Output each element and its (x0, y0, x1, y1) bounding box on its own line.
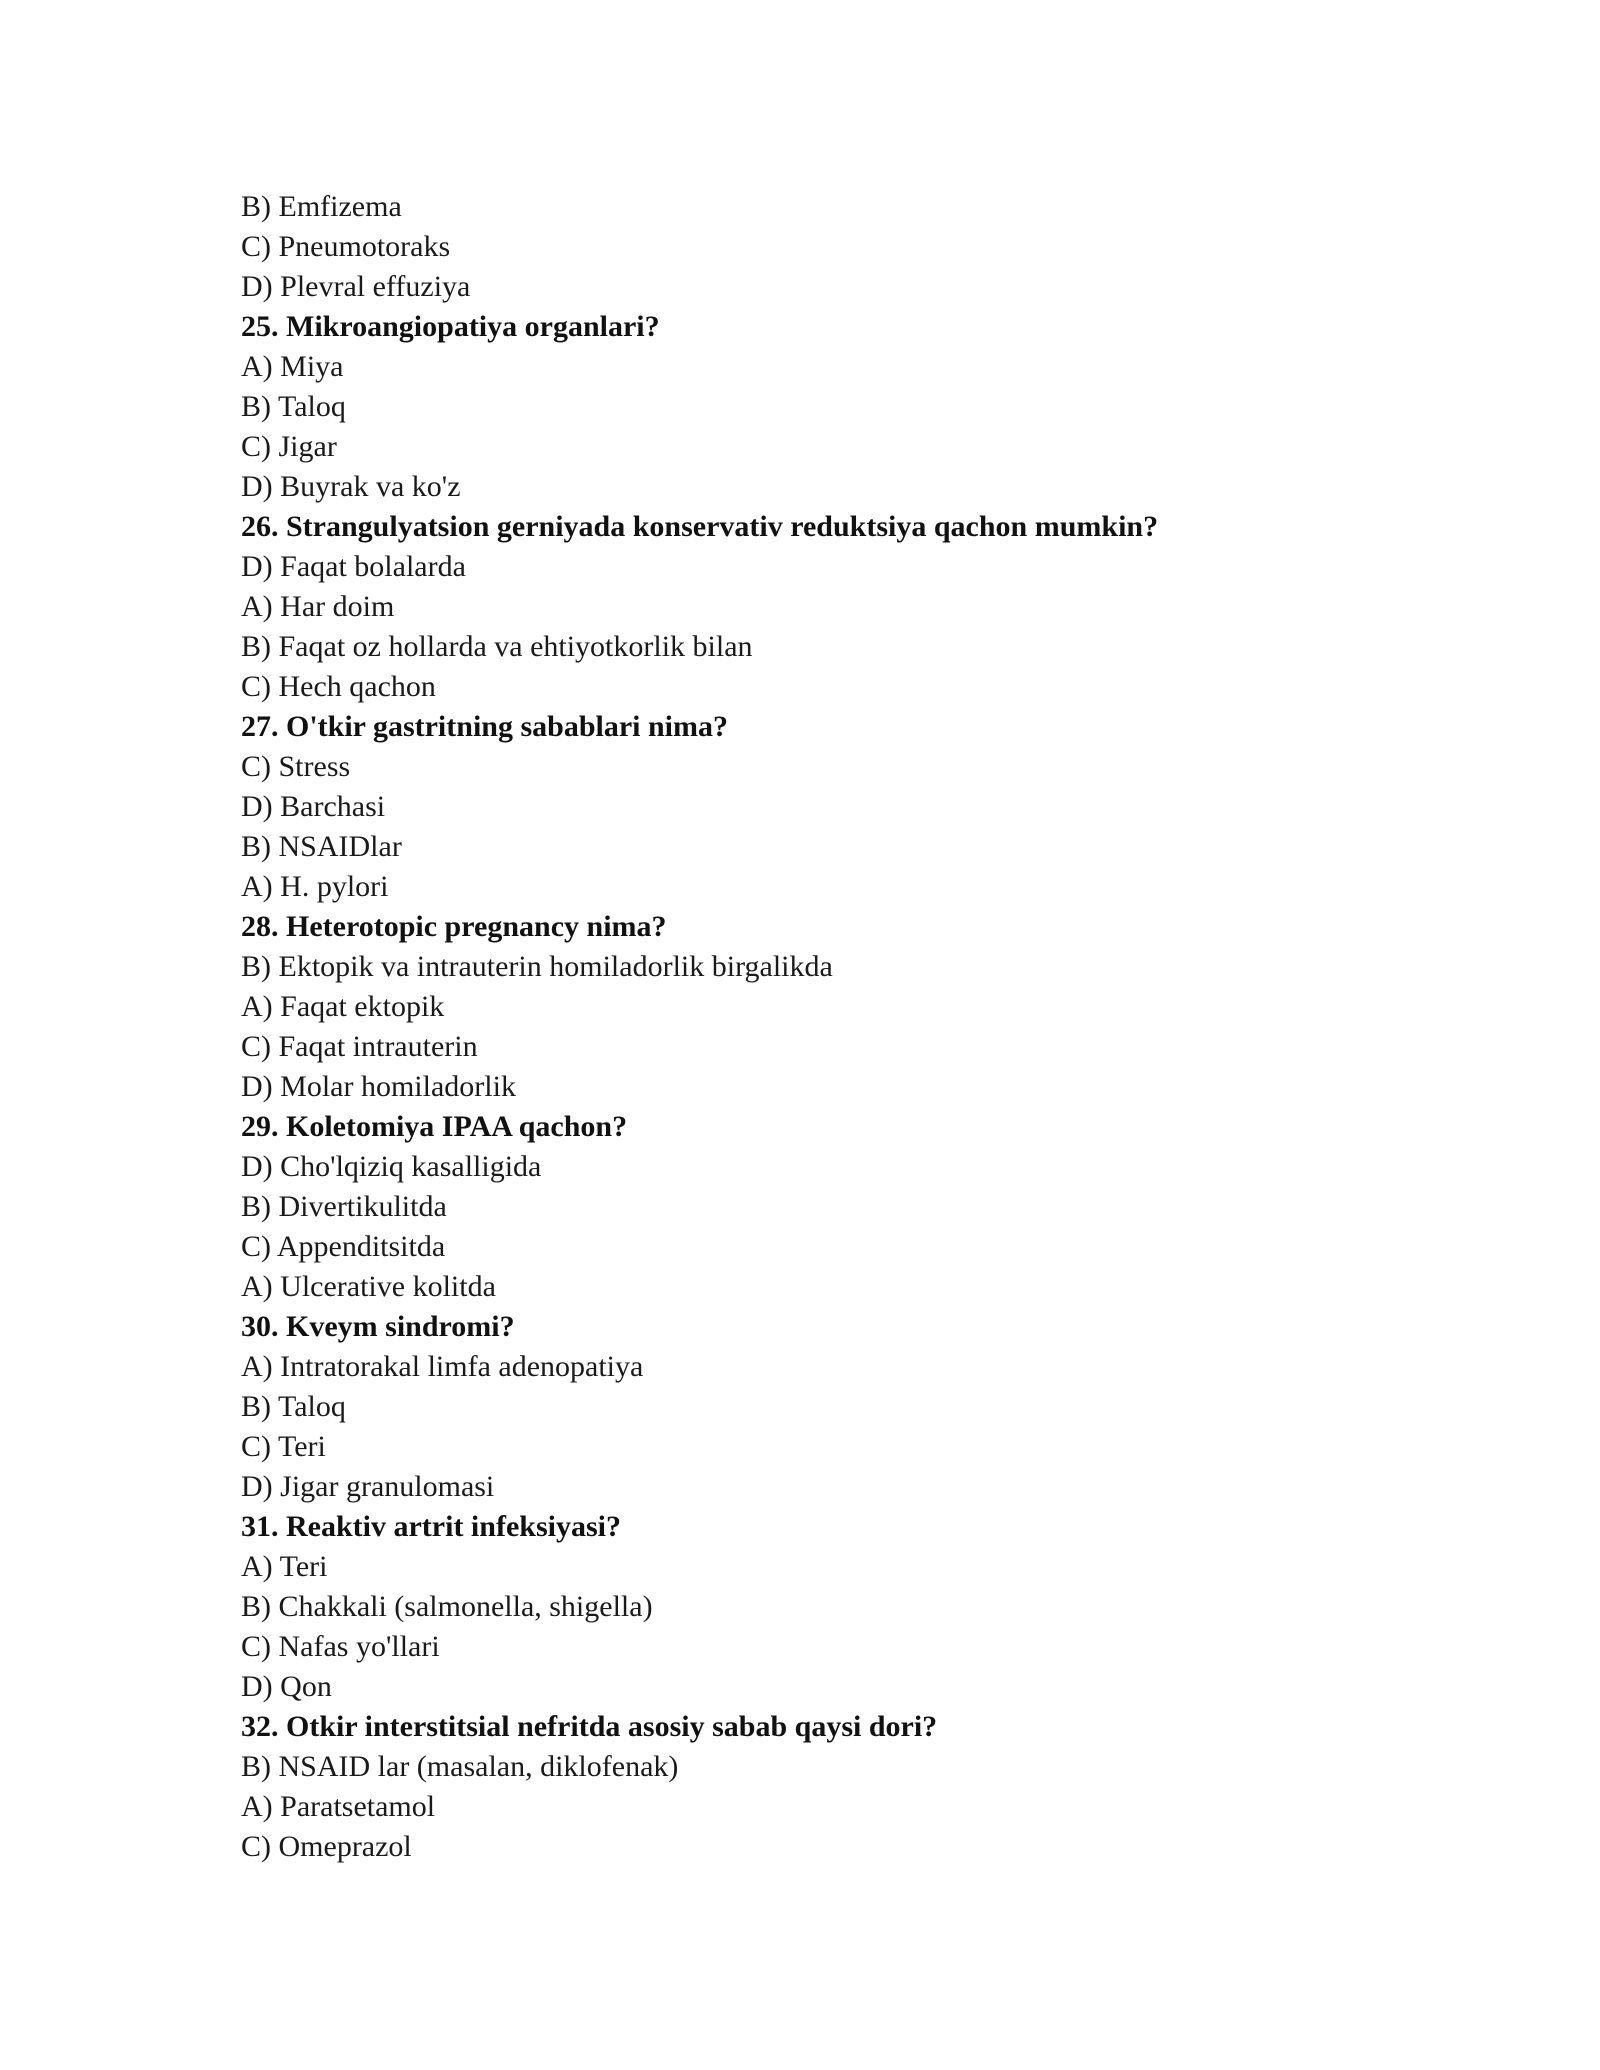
answer-option: A) Ulcerative kolitda (241, 1270, 496, 1303)
answer-option: D) Molar homiladorlik (241, 1070, 516, 1103)
answer-option: B) Emfizema (241, 190, 402, 223)
answer-option: C) Jigar (241, 430, 337, 463)
answer-option: C) Stress (241, 750, 351, 783)
answer-option: B) Ektopik va intrauterin homiladorlik birgalikda (241, 950, 833, 983)
answer-option: D) Buyrak va ko'z (241, 470, 461, 503)
answer-option: C) Teri (241, 1430, 326, 1463)
answer-option: A) Paratsetamol (241, 1790, 436, 1823)
answer-option: D) Faqat bolalarda (241, 550, 466, 583)
answer-option: A) Har doim (241, 590, 395, 623)
question-heading: 28. Heterotopic pregnancy nima? (241, 910, 667, 943)
answer-option: D) Cho'lqiziq kasalligida (241, 1150, 542, 1183)
question-heading: 31. Reaktiv artrit infeksiyasi? (241, 1510, 621, 1543)
quiz-content (241, 187, 1441, 1867)
answer-option: A) Intratorakal limfa adenopatiya (241, 1350, 644, 1383)
answer-option: C) Nafas yo'llari (241, 1630, 440, 1663)
answer-option: D) Plevral effuziya (241, 270, 471, 303)
answer-option: A) H. pylori (241, 870, 389, 903)
answer-option: B) NSAIDlar (241, 830, 402, 863)
answer-option: C) Pneumotoraks (241, 230, 451, 263)
answer-option: C) Hech qachon (241, 670, 436, 703)
answer-option: D) Qon (241, 1670, 332, 1703)
answer-option: A) Faqat ektopik (241, 990, 445, 1023)
answer-option: C) Omeprazol (241, 1830, 412, 1863)
answer-option: A) Teri (241, 1550, 328, 1583)
question-heading: 32. Otkir interstitsial nefritda asosiy sabab qaysi dori? (241, 1710, 938, 1743)
question-heading: 29. Koletomiya IPAA qachon? (241, 1110, 628, 1143)
question-heading: 30. Kveym sindromi? (241, 1310, 515, 1343)
answer-option: A) Miya (241, 350, 344, 383)
question-heading: 26. Strangulyatsion gerniyada konservativ reduktsiya qachon mumkin? (241, 510, 1159, 543)
answer-option: C) Appenditsitda (241, 1230, 446, 1263)
answer-option: B) Taloq (241, 390, 346, 423)
answer-option: B) NSAID lar (masalan, diklofenak) (241, 1750, 679, 1783)
question-heading: 25. Mikroangiopatiya organlari? (241, 310, 660, 343)
answer-option: C) Faqat intrauterin (241, 1030, 478, 1063)
answer-option: B) Chakkali (salmonella, shigella) (241, 1590, 653, 1623)
question-heading: 27. O'tkir gastritning sabablari nima? (241, 710, 729, 743)
answer-option: B) Divertikulitda (241, 1190, 447, 1223)
answer-option: D) Jigar granulomasi (241, 1470, 495, 1503)
answer-option: B) Faqat oz hollarda va ehtiyotkorlik bilan (241, 630, 753, 663)
answer-option: D) Barchasi (241, 790, 386, 823)
answer-option: B) Taloq (241, 1390, 346, 1423)
